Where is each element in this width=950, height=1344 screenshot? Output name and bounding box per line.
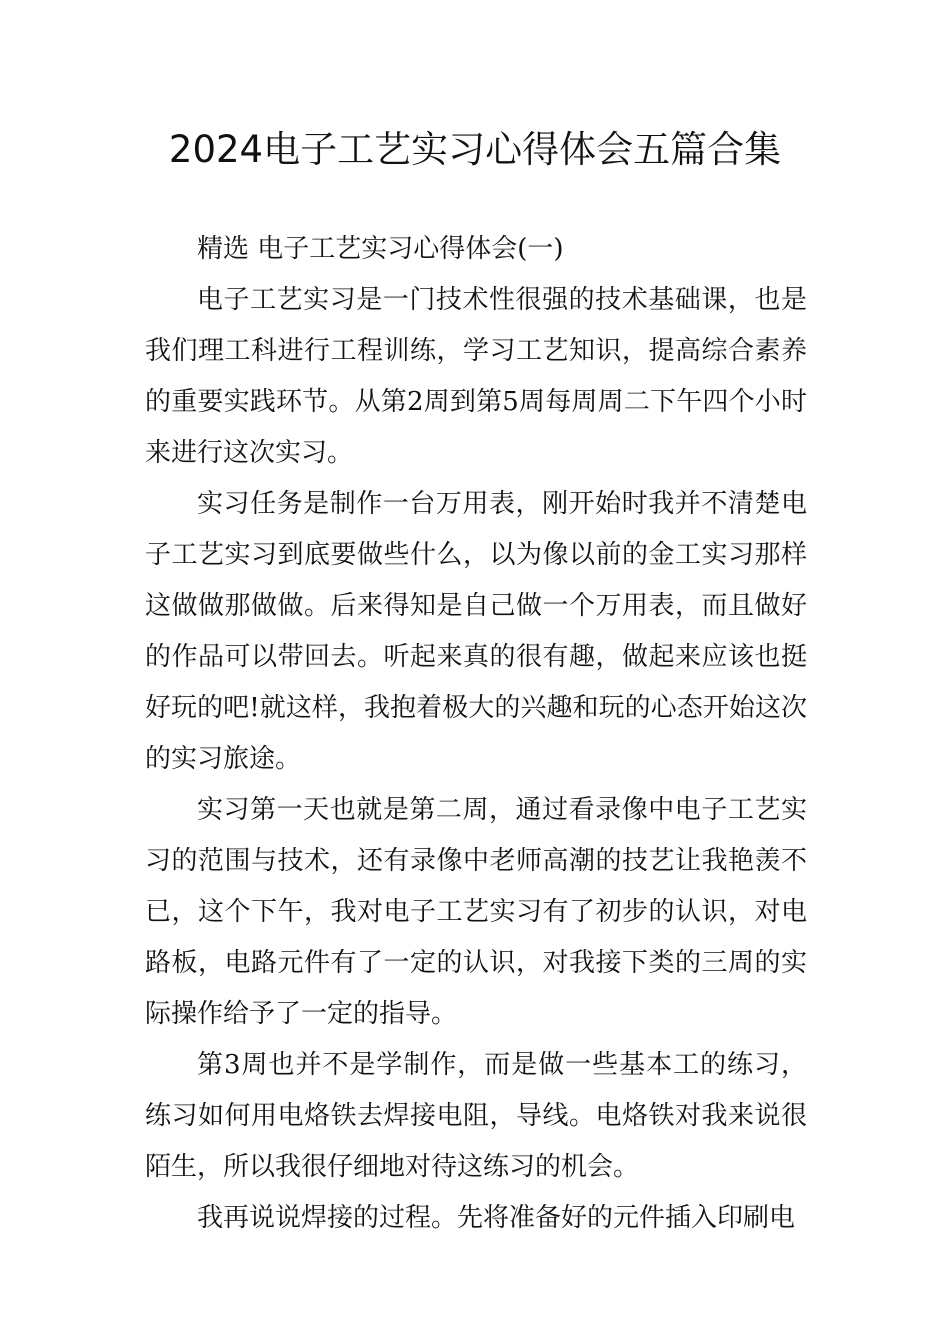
document-title: 2024电子工艺实习心得体会五篇合集 (168, 128, 782, 171)
paragraph: 第3周也并不是学制作，而是做一些基本工的练习，练习如何用电烙铁去焊接电阻，导线。电烙铁对我来说很陌生，所以我很仔细地对待这练习的机会。 (145, 1050, 807, 1182)
paragraph: 实习第一天也就是第二周，通过看录像中电子工艺实习的范围与技术，还有录像中老师高潮的技艺让我艳羡不已，这个下午，我对电子工艺实习有了初步的认识，对电路板，电路元件有了一定的认识，对我接下类的三周的实际操作给予了一定的指导。 (145, 795, 807, 1029)
paragraph: 电子工艺实习是一门技术性很强的技术基础课，也是我们理工科进行工程训练，学习工艺知识，提高综合素养的重要实践环节。从第2周到第5周每周周二下午四个小时来进行这次实习。 (145, 285, 807, 468)
document-body (145, 224, 807, 1244)
paragraph: 我再说说焊接的过程。先将准备好的元件插入印刷电 (197, 1203, 796, 1233)
paragraph: 实习任务是制作一台万用表，刚开始时我并不清楚电子工艺实习到底要做些什么，以为像以前的金工实习那样这做做那做做。后来得知是自己做一个万用表，而且做好的作品可以带回去。听起来真的很有趣，做起来应该也挺好玩的吧!就这样，我抱着极大的兴趣和玩的心态开始这次的实习旅途。 (145, 489, 807, 774)
section-heading: 精选 电子工艺实习心得体会(一) (197, 234, 564, 264)
